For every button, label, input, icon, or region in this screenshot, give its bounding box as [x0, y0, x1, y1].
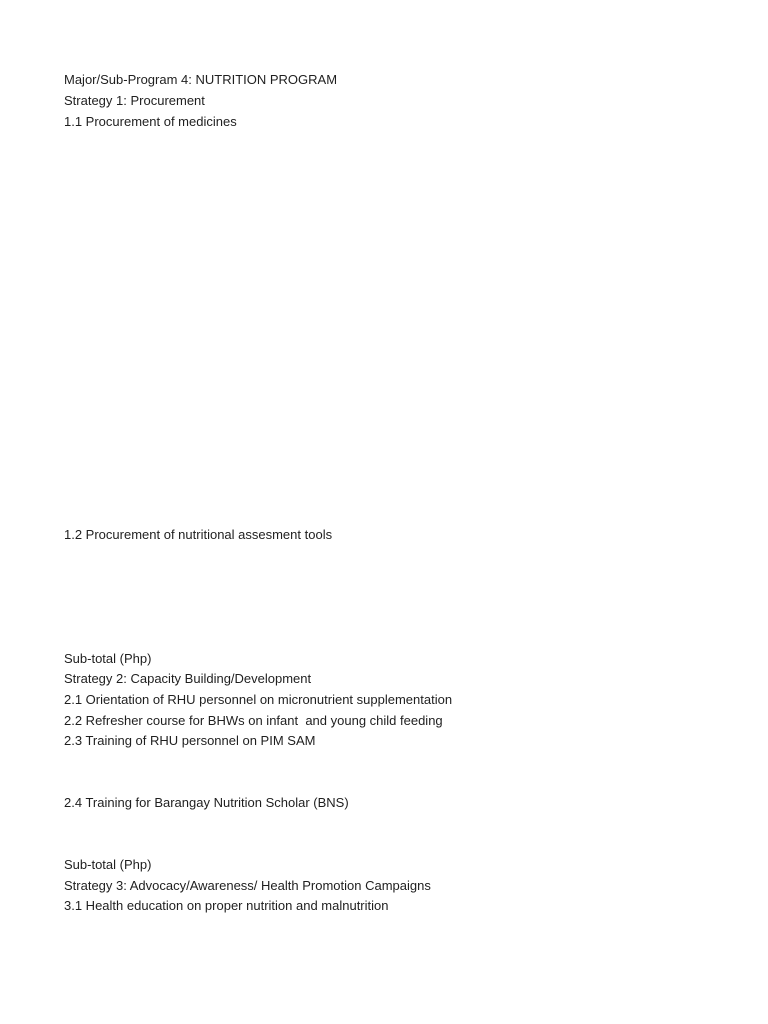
item-2-2: 2.2 Refresher course for BHWs on infant and young child feeding [64, 713, 443, 728]
strategy-1-subtotal: Sub-total (Php) [64, 651, 152, 666]
item-3-1: 3.1 Health education on proper nutrition and malnutrition [64, 898, 389, 913]
item-2-4: 2.4 Training for Barangay Nutrition Scholar (BNS) [64, 795, 349, 810]
strategy-2-heading: Strategy 2: Capacity Building/Development [64, 671, 312, 686]
item-1-1: 1.1 Procurement of medicines [64, 114, 237, 129]
strategy-3-heading: Strategy 3: Advocacy/Awareness/ Health Promotion Campaigns [64, 878, 431, 893]
item-2-1: 2.1 Orientation of RHU personnel on micronutrient supplementation [64, 692, 453, 707]
strategy-1-heading: Strategy 1: Procurement [64, 93, 205, 108]
strategy-2-subtotal: Sub-total (Php) [64, 857, 152, 872]
program-title: Major/Sub-Program 4: NUTRITION PROGRAM [64, 72, 338, 87]
item-2-3: 2.3 Training of RHU personnel on PIM SAM [64, 733, 316, 748]
item-1-2: 1.2 Procurement of nutritional assesment tools [64, 527, 333, 542]
